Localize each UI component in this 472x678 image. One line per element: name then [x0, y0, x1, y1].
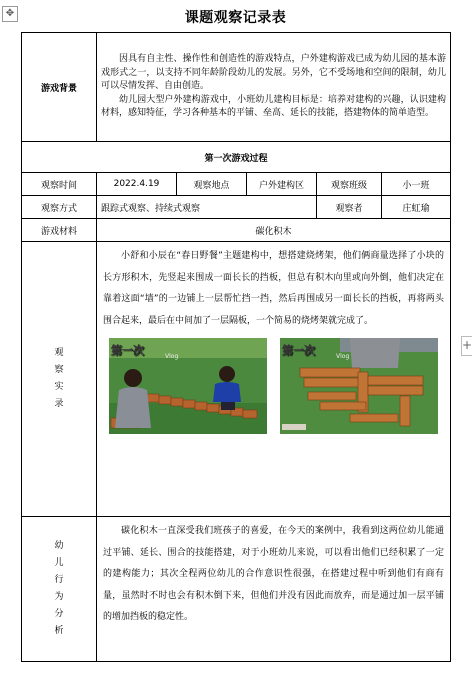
page-title: 课题观察记录表 — [184, 10, 287, 26]
background-row — [22, 33, 451, 142]
analysis-label-char: 儿 — [54, 558, 64, 568]
analysis-label-char: 为 — [54, 592, 64, 602]
record-label-char: 录 — [54, 399, 64, 409]
observation-photo-2 — [280, 338, 438, 434]
record-label-char: 实 — [54, 382, 64, 392]
analysis-label-char: 分 — [54, 609, 64, 619]
photo-2-watermark: Vlog — [336, 353, 350, 360]
analysis-label-char: 行 — [54, 575, 64, 585]
class-label: 观察班级 — [317, 173, 382, 196]
add-column-icon[interactable]: + — [461, 336, 472, 356]
method-label: 观察方式 — [22, 196, 97, 219]
background-paragraph-1: 因具有自主性、操作性和创造性的游戏特点，户外建构游戏已成为幼儿园的基本游戏形式之一，以支持不同年龄阶段幼儿的发展。另外，它不受场地和空间的限制，幼儿可以尽情发挥、自由创造。 — [101, 54, 446, 92]
place-label: 观察地点 — [177, 173, 247, 196]
photo-1-watermark: Vlog — [165, 353, 179, 360]
record-photos — [103, 332, 444, 444]
place-value: 户外建构区 — [247, 173, 317, 196]
analysis-label — [22, 517, 97, 662]
record-text: 小舒和小辰在“春日野餐”主题建构中，想搭建烧烤架，他们俩商量选择了小块的长方形积木，先竖起来围成一面长长的挡板，但总有积木向里或向外倒，他们决定在靠着这面“墙”的一边铺上一层帮忙挡一挡，然后再围成另一面长长的挡板，再将两头围合起来，最后在中间加了一层隔板，一个简易的烧烤架就完成了。 — [103, 251, 444, 326]
info-row-1 — [22, 173, 451, 196]
observer-label: 观察者 — [317, 196, 382, 219]
analysis-content — [97, 517, 451, 662]
method-value: 跟踪式观察、持续式观察 — [97, 196, 317, 219]
table-move-handle-icon[interactable]: ✥ — [2, 6, 18, 22]
photo-2-tag: 第一次 — [282, 344, 315, 357]
time-label: 观察时间 — [22, 173, 97, 196]
observation-photo-1 — [109, 338, 267, 434]
observer-value: 庄虹瑜 — [382, 196, 451, 219]
record-label-char: 观 — [54, 348, 64, 358]
analysis-row — [22, 517, 451, 662]
analysis-label-char: 幼 — [54, 541, 64, 551]
record-content — [97, 242, 451, 517]
record-label-char: 察 — [54, 365, 64, 375]
class-value: 小一班 — [382, 173, 451, 196]
background-paragraph-2: 幼儿园大型户外建构游戏中，小班幼儿建构目标是：培养对建构的兴趣，认识建构材料，感知特征，学习各种基本的平铺、垒高、延长的技能，搭建物体的简单造型。 — [101, 94, 446, 119]
observation-record-table — [21, 32, 451, 662]
analysis-text: 碳化积木一直深受我们班孩子的喜爱，在今天的案例中，我看到这两位幼儿能通过平铺、延长、围合的技能搭建，对于小班幼儿来说，可以看出他们已经积累了一定的建构能力；其次全程两位幼儿的合作意识性很强，在搭建过程中听到他们有商有量，虽然时不时也会有积木倒下来，但他们并没有因此而放弃，而是通过加一层平铺的增加挡板的稳定性。 — [103, 526, 444, 622]
time-value: 2022.4.19 — [97, 173, 177, 196]
record-row — [22, 242, 451, 517]
background-text — [97, 33, 451, 142]
section-title-row — [22, 142, 451, 173]
analysis-label-char: 析 — [54, 626, 64, 636]
photo-1-tag: 第一次 — [111, 344, 144, 357]
materials-label: 游戏材料 — [22, 219, 97, 242]
record-label — [22, 242, 97, 517]
background-label: 游戏背景 — [22, 33, 97, 142]
info-row-2 — [22, 196, 451, 219]
section-title: 第一次游戏过程 — [22, 142, 451, 173]
materials-value: 碳化积木 — [97, 219, 451, 242]
materials-row — [22, 219, 451, 242]
